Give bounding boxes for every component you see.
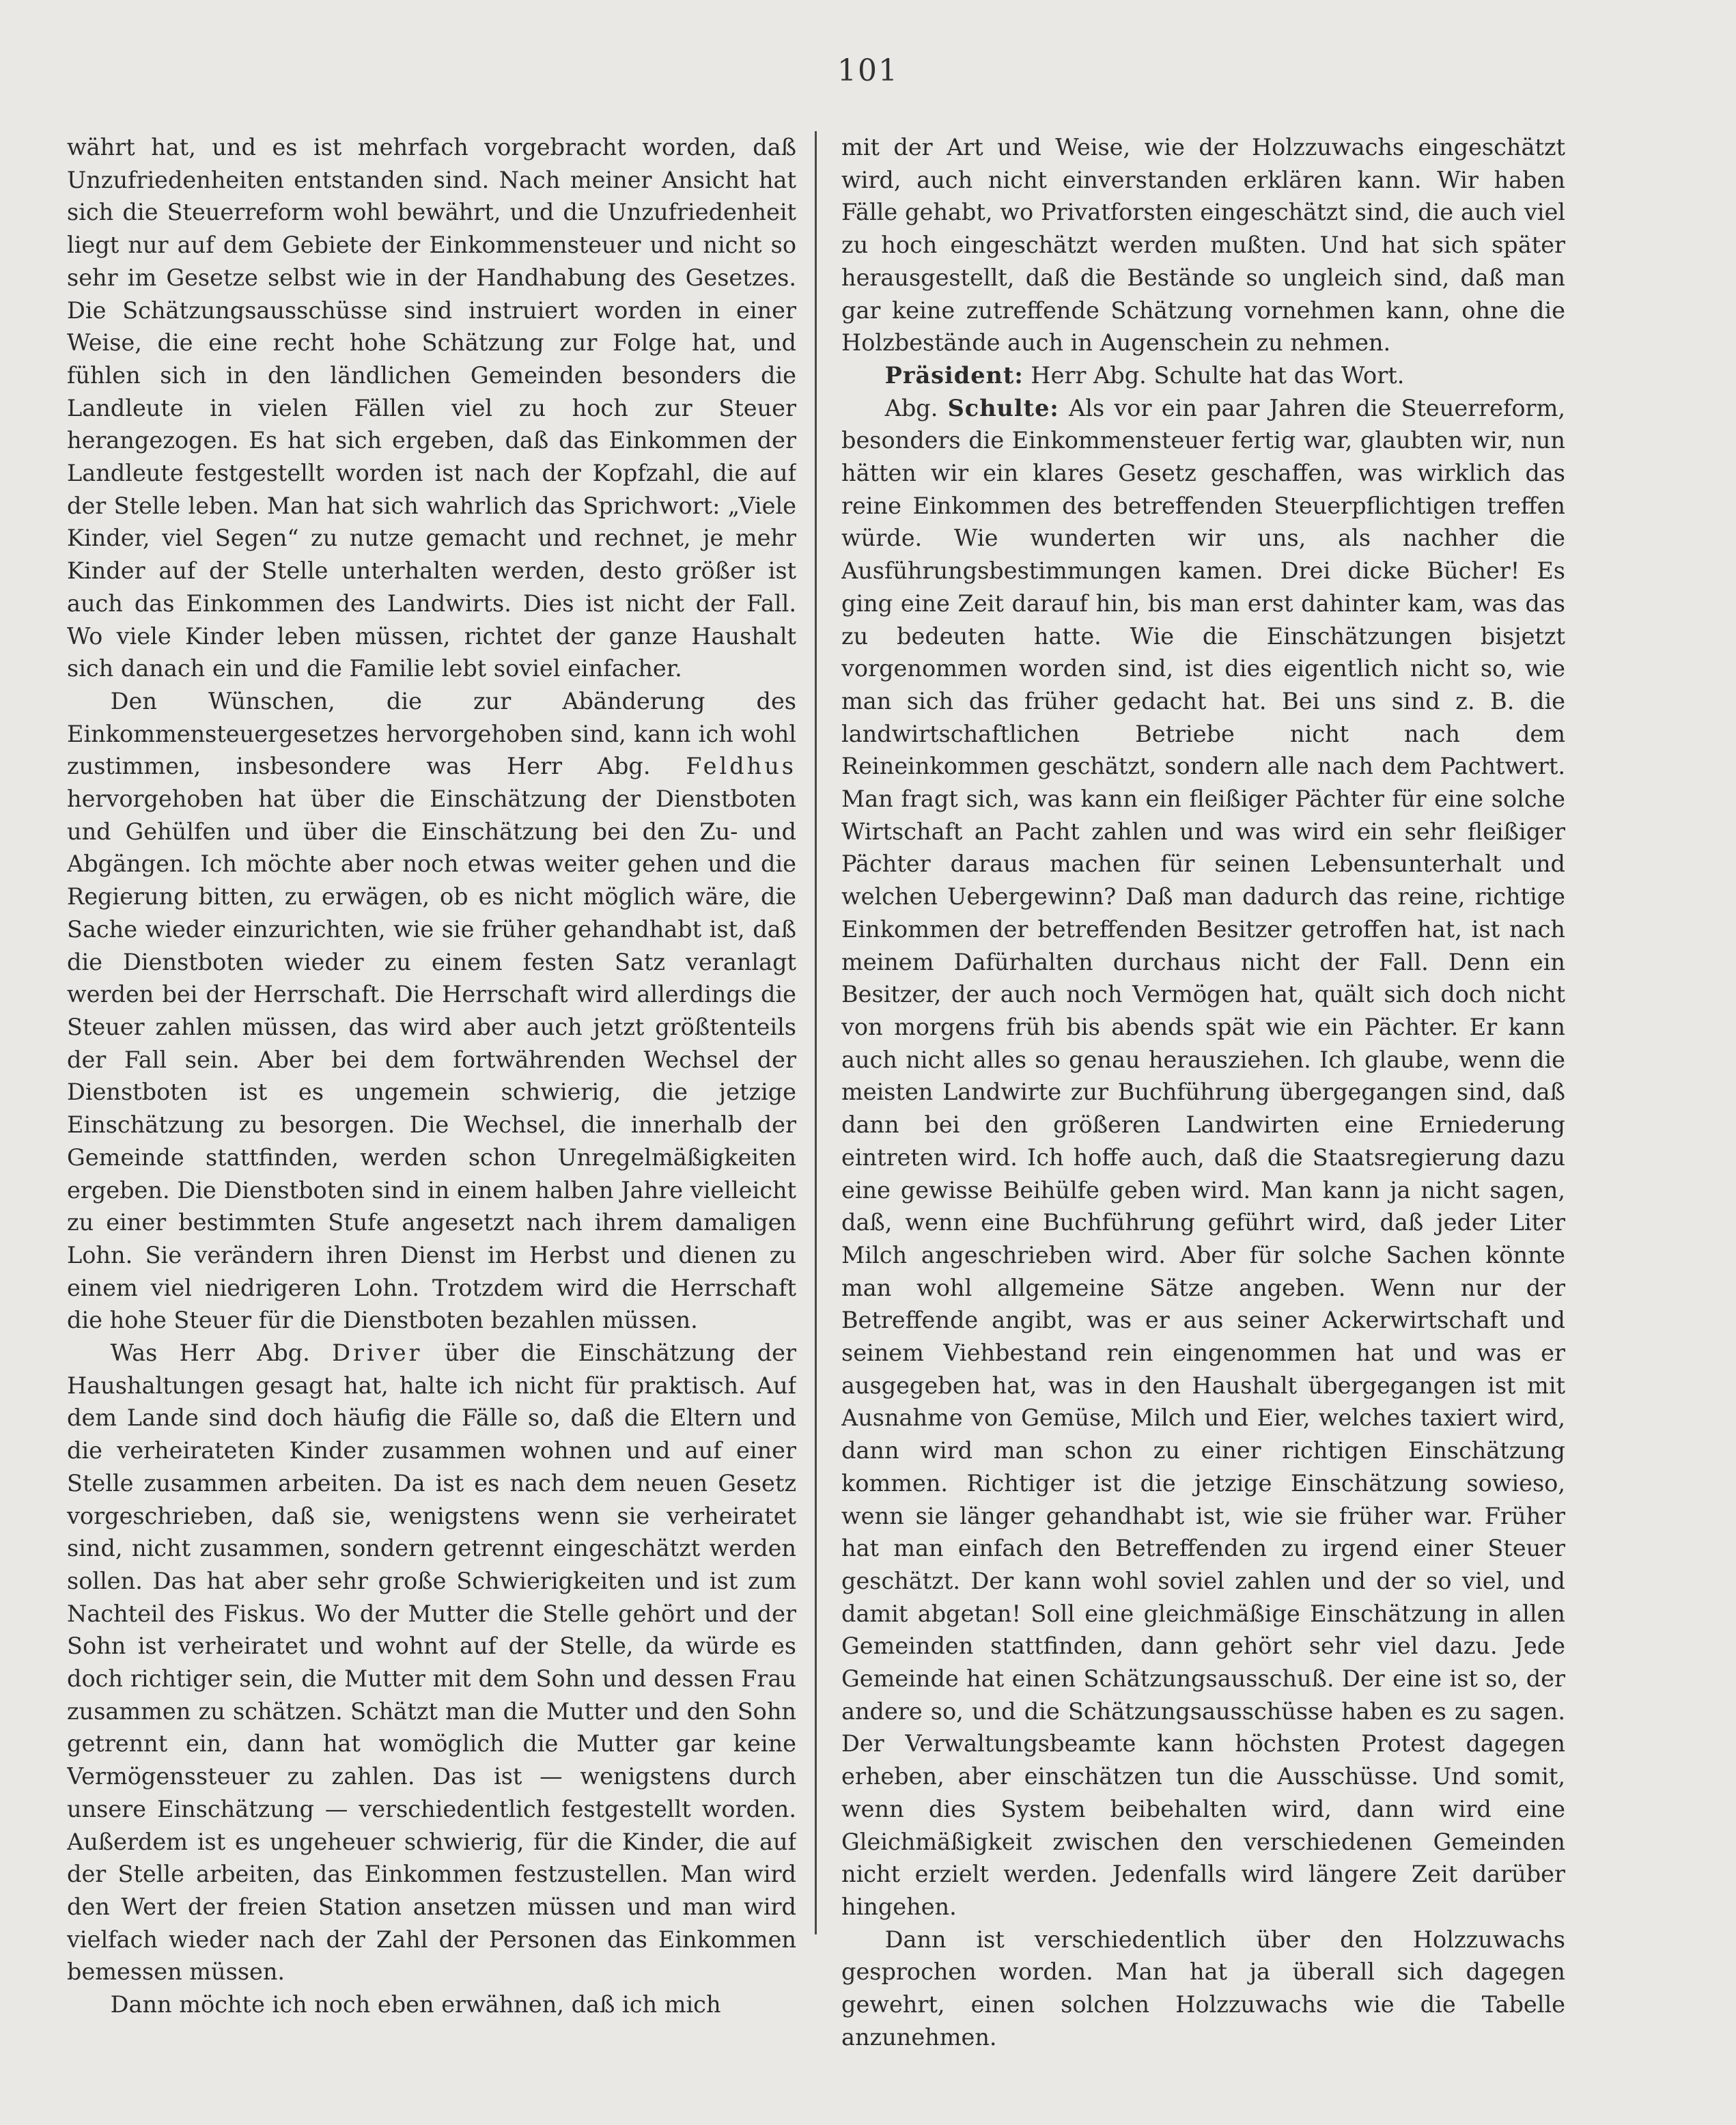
right-paragraph-4: Dann ist verschiedentlich über den Holzzuwachs gesprochen worden. Man hat ja überall sich dagegen gewehrt, einen solchen Holzzuwachs wie die Tabelle anzunehmen. [841,1926,1565,2051]
left-paragraph-1: währt hat, und es ist mehrfach vorgebracht worden, daß Unzufriedenheiten entstanden sind. Nach meiner Ansicht hat sich die Steuerreform wohl bewährt, und die Unzufriedenheit liegt nur auf dem Gebiete der Einkommensteuer und nicht so sehr im Gesetze selbst wie in der Handhabung des Gesetzes. Die Schätzungsausschüsse sind instruiert worden in einer Weise, die eine recht hohe Schätzung zur Folge hat, und fühlen sich in den ländlichen Gemeinden besonders die Landleute in vielen Fällen viel zu hoch zur Steuer herangezogen. Es hat sich ergeben, daß das Einkommen der Landleute festgestellt worden ist nach der Kopfzahl, die auf der Stelle leben. Man hat sich wahrlich das Sprichwort: „Viele Kinder, viel Segen“ zu nutze gemacht und rechnet, je mehr Kinder auf der Stelle unterhalten werden, desto größer ist auch das Einkommen des Landwirts. Dies ist nicht der Fall. Wo viele Kinder leben müssen, richtet der ganze Haushalt sich danach ein und die Familie lebt soviel einfacher. [67,134,796,682]
speaker-name-driver: Driver [332,1339,423,1367]
left-paragraph-4: Dann möchte ich noch eben erwähnen, daß ich mich [110,1991,721,2018]
right-paragraph-3 [841,392,1565,1923]
speaker-prefix: Abg. [884,394,938,421]
right-paragraph-3-text: Als vor ein paar Jahren die Steuerreform, besonders die Einkommensteuer fertig war, glaubten wir, nun hätten wir ein klares Gesetz geschaffen, was wirklich das reine Einkommen des betreffenden Steuerpflichtigen treffen würde. Wie wunderten wir uns, als nachher die Ausführungsbestimmungen kamen. Drei dicke Bücher! Es ging eine Zeit darauf hin, bis man erst dahinter kam, was das zu bedeuten hatte. Wie die Einschätzungen bisjetzt vorgenommen worden sind, ist dies eigentlich nicht so, wie man sich das früher gedacht hat. Bei uns sind z. B. die landwirtschaftlichen Betriebe nicht nach dem Reineinkommen geschätzt, sondern alle nach dem Pachtwert. Man fragt sich, was kann ein fleißiger Pächter für eine solche Wirtschaft an Pacht zahlen und was wird ein sehr fleißiger Pächter daraus machen für seinen Lebensunterhalt und welchen Uebergewinn? Daß man dadurch das reine, richtige Einkommen der betreffenden Besitzer getroffen hat, ist nach meinem Dafürhalten durchaus nicht der Fall. Denn ein Besitzer, der auch noch Vermögen hat, quält sich doch nicht von morgens früh bis abends spät wie ein Pächter. Er kann auch nicht alles so genau herausziehen. Ich glaube, wenn die meisten Landwirte zur Buchführung übergegangen sind, daß dann bei den größeren Landwirten eine Erniederung eintreten wird. Ich hoffe auch, daß die Staatsregierung dazu eine gewisse Beihülfe geben wird. Man kann ja nicht sagen, daß, wenn eine Buchführung geführt wird, daß jeder Liter Milch angeschrieben wird. Aber für solche Sachen könnte man wohl allgemeine Sätze angeben. Wenn nur der Betreffende angibt, was er aus seiner Ackerwirtschaft und seinem Viehbestand rein eingenommen hat und was er ausgegeben hat, was in den Haushalt übergegangen ist mit Ausnahme von Gemüse, Milch und Eier, welches taxiert wird, dann wird man schon zu einer richtigen Einschätzung kommen. Richtiger ist die jetzige Einschätzung sowieso, wenn sie länger gehandhabt ist, wie sie früher war. Früher hat man einfach den Betreffenden zu irgend einer Steuer geschätzt. Der kann wohl soviel zahlen und der so viel, und damit abgetan! Soll eine gleichmäßige Einschätzung in allen Gemeinden stattfinden, dann gehört sehr viel dazu. Jede Gemeinde hat einen Schätzungsausschuß. Der eine ist so, der andere so, und die Schätzungsausschüsse haben es zu sagen. Der Verwaltungsbeamte kann höchsten Protest dagegen erheben, aber einschätzen tun die Ausschüsse. Und somit, wenn dies System beibehalten wird, dann wird eine Gleichmäßigkeit zwischen den verschiedenen Gemeinden nicht erzielt werden. Jedenfalls wird längere Zeit darüber hingehen. [841,394,1565,1920]
right-paragraph-2 [841,359,1565,392]
right-paragraph-2-text: Herr Abg. Schulte hat das Wort. [1031,361,1405,389]
left-paragraph-2-text-a: Den Wünschen, die zur Abänderung des Einkommensteuergesetzes hervorgehoben sind, kann ich wohl zustimmen, insbesondere was Herr Abg. [67,687,796,780]
left-paragraph-2-text-b: hervorgehoben hat über die Einschätzung der Dienstboten und Gehülfen und über die Einschätzung bei den Zu- und Abgängen. Ich möchte aber noch etwas weiter gehen und die Regierung bitten, zu erwägen, ob es nicht möglich wäre, die Sache wieder einzurichten, wie sie früher gehandhabt ist, daß die Dienstboten wieder zu einem festen Satz veranlagt werden bei der Herrschaft. Die Herrschaft wird allerdings die Steuer zahlen müssen, das wird aber auch jetzt größtenteils der Fall sein. Aber bei dem fortwährenden Wechsel der Dienstboten ist es ungemein schwierig, die jetzige Einschätzung zu besorgen. Die Wechsel, die innerhalb der Gemeinde stattfinden, werden schon Unregelmäßigkeiten ergeben. Die Dienstboten sind in einem halben Jahre vielleicht zu einer bestimmten Stufe angesetzt nach ihrem damaligen Lohn. Sie verändern ihren Dienst im Herbst und dienen zu einem viel niedrigeren Lohn. Trotzdem wird die Herrschaft die hohe Steuer für die Dienstboten bezahlen müssen. [67,786,796,1334]
speaker-president: Präsident: [884,361,1024,389]
right-paragraph-1: mit der Art und Weise, wie der Holzzuwachs eingeschätzt wird, auch nicht einverstanden erklären kann. Wir haben Fälle gehabt, wo Privatforsten eingeschätzt sind, die auch viel zu hoch eingeschätzt werden mußten. Und hat sich später herausgestellt, daß die Bestände so ungleich sind, daß man gar keine zutreffende Schätzung vornehmen kann, ohne die Holzbestände auch in Augenschein zu nehmen. [841,134,1565,357]
left-column [67,131,796,2085]
left-paragraph-3-text-b: über die Einschätzung der Haushaltungen gesagt hat, halte ich nicht für praktisch. Auf dem Lande sind doch häufig die Fälle so, daß die Eltern und die verheirateten Kinder zusammen wohnen und auf einer Stelle zusammen arbeiten. Da ist es nach dem neuen Gesetz vorgeschrieben, daß sie, wenigstens wenn sie verheiratet sind, nicht zusammen, sondern getrennt eingeschätzt werden sollen. Das hat aber sehr große Schwierigkeiten und ist zum Nachteil des Fiskus. Wo der Mutter die Stelle gehört und der Sohn ist verheiratet und wohnt auf der Stelle, da würde es doch richtiger sein, die Mutter mit dem Sohn und dessen Frau zusammen zu schätzen. Schätzt man die Mutter und den Sohn getrennt ein, dann hat womöglich die Mutter gar keine Vermögenssteuer zu zahlen. Das ist — wenigstens durch unsere Einschätzung — verschiedentlich festgestellt worden. Außerdem ist es ungeheuer schwierig, für die Kinder, die auf der Stelle arbeiten, das Einkommen festzustellen. Man wird den Wert der freien Station ansetzen müssen und man wird vielfach wieder nach der Zahl der Personen das Einkommen bemessen müssen. [67,1339,796,1986]
column-divider [815,131,817,1934]
left-paragraph-3-text-a: Was Herr Abg. [110,1339,310,1367]
right-column [841,131,1565,2085]
speaker-schulte: Schulte: [947,394,1059,421]
left-paragraph-2 [67,685,796,1337]
speaker-name-feldhus: Feldhus [686,753,796,780]
left-paragraph-3 [67,1337,796,1988]
page-number: 101 [837,53,899,88]
